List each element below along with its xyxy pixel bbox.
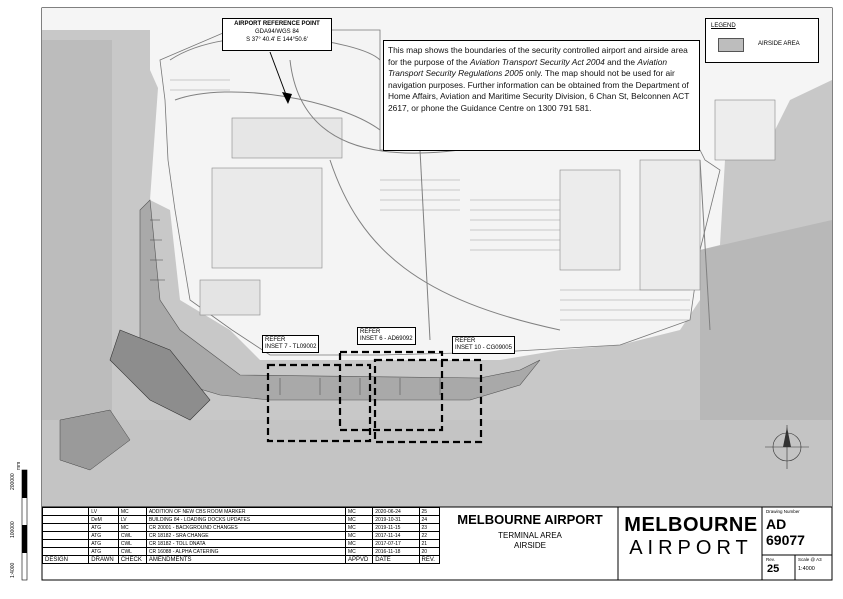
scale-label: Scale @ A3 <box>798 557 822 562</box>
table-cell: 2017-11-14 <box>373 532 419 540</box>
arp-coords: S 37° 40.4' E 144°50.6' <box>246 37 308 43</box>
table-cell: 2016-11-18 <box>373 548 419 556</box>
scale-bar-100000: 100000 <box>10 521 16 538</box>
drawing-number-prefix: AD <box>766 516 787 532</box>
table-cell: 20 <box>419 548 440 556</box>
arp-datum: GDA94/WGS 84 <box>254 29 299 35</box>
logo-airport: AIRPORT <box>629 537 753 559</box>
amendments-table <box>42 507 440 564</box>
airport-reference-point <box>222 18 332 51</box>
inset-10-refer: REFER <box>455 338 476 344</box>
notice-text-2: only. The map should not be used for air navigation purposes. Further information can be obtained from the Department of Home Affairs, Aviation and Maritime Security Division, 6 Chan St, Belconnen ACT 2617, or phone the Guidance Centre on 1300 791 581. <box>388 68 690 113</box>
inset-10-code: INSET 10 - CG09005 <box>455 345 512 351</box>
inset-6-code: INSET 6 - AD69092 <box>360 336 413 342</box>
scale-bar-unit: mm <box>16 461 22 470</box>
inset-label-6[interactable] <box>357 327 416 345</box>
table-cell: REV. <box>419 556 440 564</box>
inset-label-10[interactable] <box>452 336 515 354</box>
notice-act-1: Aviation Transport Security Act 2004 <box>469 56 605 67</box>
drawing-number-label: Drawing Number <box>766 509 800 514</box>
table-cell: MC <box>345 532 372 540</box>
security-notice <box>383 40 700 151</box>
drawing-subtitle: TERMINAL AREA <box>498 531 562 540</box>
table-cell: 21 <box>419 540 440 548</box>
legend-airside-swatch <box>718 38 744 52</box>
table-cell: MC <box>345 548 372 556</box>
table-cell: LV <box>89 508 119 516</box>
amend-row <box>43 524 440 532</box>
logo-melbourne: MELBOURNE <box>624 514 758 536</box>
table-cell: CWL <box>118 532 146 540</box>
legend <box>705 18 819 63</box>
inset-6-refer: REFER <box>360 329 381 335</box>
drawing-subtitle-2: AIRSIDE <box>513 541 546 550</box>
table-cell: 24 <box>419 516 440 524</box>
table-cell: ATG <box>89 524 119 532</box>
table-cell: MC <box>345 508 372 516</box>
notice-text-1: This map shows the boundaries of the security controlled airport and airside area for the purpose of the <box>388 45 688 67</box>
table-cell: ATG <box>89 548 119 556</box>
table-cell: 22 <box>419 532 440 540</box>
inset-7-refer: REFER <box>265 337 286 343</box>
table-cell: CR 18182 - SRA CHANGE <box>146 532 345 540</box>
table-cell: CR 16088 - ALPHA CATERING <box>146 548 345 556</box>
table-cell: CR 20001 - BACKGROUND CHANGES <box>146 524 345 532</box>
rev-value: 25 <box>767 563 780 575</box>
legend-title: LEGEND <box>711 23 736 29</box>
table-cell: 25 <box>419 508 440 516</box>
scale-bar-ratio: 1:4000 <box>10 562 16 578</box>
amend-row <box>43 540 440 548</box>
table-cell: MC <box>345 516 372 524</box>
table-cell: ATG <box>89 540 119 548</box>
table-cell: MC <box>345 524 372 532</box>
table-cell: MC <box>118 508 146 516</box>
table-cell: DATE <box>373 556 419 564</box>
table-cell: LV <box>118 516 146 524</box>
table-cell <box>43 532 89 540</box>
table-cell: 23 <box>419 524 440 532</box>
table-cell: ADDITION OF NEW CBS ROOM MARKER <box>146 508 345 516</box>
table-cell: 2020-06-24 <box>373 508 419 516</box>
table-cell: DESIGN <box>43 556 89 564</box>
table-cell <box>43 548 89 556</box>
rev-label: Rev. <box>766 557 775 562</box>
table-cell: CWL <box>118 548 146 556</box>
table-cell: CHECK <box>118 556 146 564</box>
table-cell: BUILDING 84 - LOADING DOCKS UPDATES <box>146 516 345 524</box>
amend-row <box>43 516 440 524</box>
table-cell <box>43 540 89 548</box>
scale-bar-200000: 200000 <box>10 473 16 490</box>
amend-row <box>43 532 440 540</box>
scale-value: 1:4000 <box>798 566 815 572</box>
table-cell: CR 18182 - TOLL DNATA <box>146 540 345 548</box>
table-cell: DeM <box>89 516 119 524</box>
table-cell: 2017-07-17 <box>373 540 419 548</box>
table-cell: 2019-10-31 <box>373 516 419 524</box>
inset-7-code: INSET 7 - TL09002 <box>265 344 317 350</box>
table-cell: 2019-11-15 <box>373 524 419 532</box>
table-cell: DRAWN <box>89 556 119 564</box>
table-cell: APPVD <box>345 556 372 564</box>
notice-and: and the <box>604 56 638 67</box>
amend-row <box>43 548 440 556</box>
table-cell: MC <box>118 524 146 532</box>
legend-airside-label: AIRSIDE AREA <box>758 41 800 47</box>
amend-header-row <box>43 556 440 564</box>
table-cell: CWL <box>118 540 146 548</box>
table-cell <box>43 516 89 524</box>
table-cell: AMENDMENTS <box>146 556 345 564</box>
table-cell <box>43 524 89 532</box>
amend-row <box>43 508 440 516</box>
table-cell: ATG <box>89 532 119 540</box>
drawing-title: MELBOURNE AIRPORT <box>457 512 603 527</box>
notice-act-2: Aviation Transport Security Regulations 2005 <box>388 56 668 78</box>
table-cell <box>43 508 89 516</box>
arp-title: AIRPORT REFERENCE POINT <box>234 21 320 27</box>
drawing-number: 69077 <box>766 532 805 548</box>
inset-label-7[interactable] <box>262 335 319 353</box>
table-cell: MC <box>345 540 372 548</box>
